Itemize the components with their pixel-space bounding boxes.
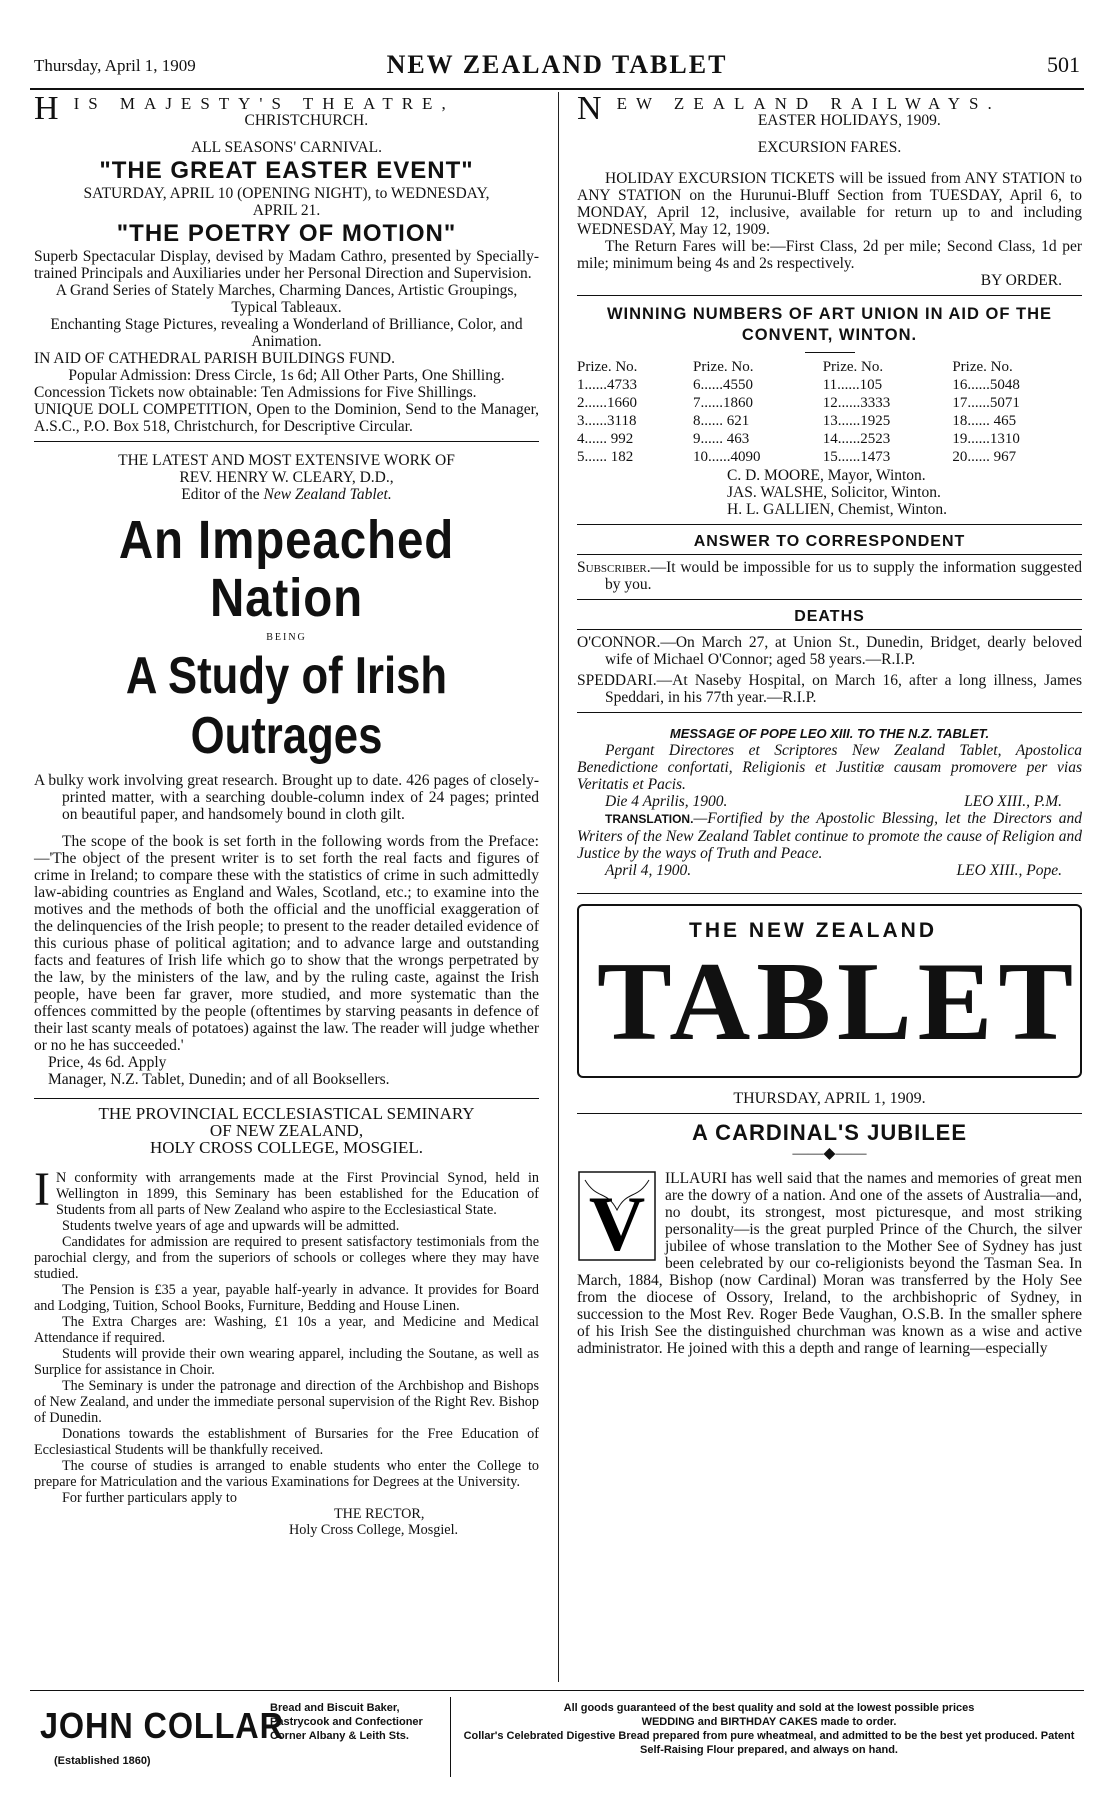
- railways-ad: [577, 90, 1082, 289]
- theatre-event: "THE GREAT EASTER EVENT": [99, 157, 474, 184]
- book-desc: A bulky work involving great research. Brought up to date. 426 pages of closely-printed matter, with a searching double-column index of 24 pages; printed on beautiful paper, and handsomely bound in cloth gilt.: [34, 772, 539, 823]
- footer-name: JOHN COLLAR: [40, 1705, 284, 1746]
- seminary-ad: [34, 1105, 539, 1538]
- pope-trans-date-line: April 4, 1900. LEO XIII., Pope.: [605, 862, 1062, 879]
- tablet-masthead-logo: THE NEW ZEALAND TABLET: [577, 904, 1082, 1078]
- footer-divider: [450, 1697, 451, 1777]
- divider-rule: [577, 524, 1082, 525]
- ornamental-initial-icon: [577, 1170, 657, 1262]
- seminary-p8: Donations towards the establishment of Bursaries for the Free Education of Ecclesiastical Students will be thankfully received.: [34, 1426, 539, 1458]
- book-title: An Impeached Nation: [118, 510, 455, 628]
- prize-row: 4...... 992 9...... 463 14......2523 19......1310: [577, 431, 1020, 447]
- prize-table: [577, 359, 1082, 467]
- book-ad: [34, 452, 539, 1088]
- art-union-sign1: C. D. MOORE, Mayor, Winton.: [727, 467, 926, 484]
- book-being: BEING: [266, 632, 307, 643]
- railways-order: BY ORDER.: [980, 272, 1062, 289]
- divider-rule: [34, 1098, 539, 1099]
- theatre-p6: Concession Tickets now obtainable: Ten Admissions for Five Shillings.: [34, 384, 477, 401]
- seminary-p3: Candidates for admission are required to present satisfactory testimonials from the parochial clergy, and from the superiors of schools or colleges where they may have studied.: [34, 1234, 539, 1282]
- pope-message: [577, 725, 1082, 879]
- left-column: [34, 90, 539, 1538]
- answer-title: ANSWER TO CORRESPONDENT: [693, 533, 966, 550]
- prize-header-row: Prize. No. Prize. No. Prize. No. Prize. No.: [577, 359, 1013, 375]
- seminary-p4: The Pension is £35 a year, payable half-yearly in advance. It provides for Board and Lodging, Tuition, School Books, Furniture, Bedding and House Linen.: [34, 1282, 539, 1314]
- seminary-p6: Students will provide their own wearing apparel, including the Soutane, as well as Surplice for assistance in Choir.: [34, 1346, 539, 1378]
- prize-row: 2......1660 7......1860 12......3333 17......5071: [577, 395, 1020, 411]
- footer-established: (Established 1860): [54, 1755, 151, 1767]
- theatre-p3: Enchanting Stage Pictures, revealing a Wonderland of Brilliance, Color, and Animation.: [50, 316, 523, 350]
- jubilee-title: A CARDINAL'S JUBILEE: [692, 1120, 967, 1145]
- death-entry: O'CONNOR.—On March 27, at Union St., Dunedin, Bridget, dearly beloved wife of Michael O'Connor; aged 58 years.—R.I.P.: [577, 634, 1082, 668]
- divider-rule: [577, 295, 1082, 296]
- masthead-date: THURSDAY, APRIL 1, 1909.: [733, 1090, 926, 1107]
- book-intro3: Editor of the New Zealand Tablet.: [181, 486, 392, 503]
- seminary-sign2: Holy Cross College, Mosgiel.: [289, 1522, 459, 1538]
- seminary-p2: Students twelve years of age and upwards will be admitted.: [62, 1218, 400, 1234]
- railways-sub1: EASTER HOLIDAYS, 1909.: [757, 112, 941, 129]
- footer-right-text: All goods guaranteed of the best quality and sold at the lowest possible prices WEDDING and BIRTHDAY CAKES made to order. Collar's Celebrated Digestive Bread prepared from pure wheatmeal, and admitted to be the best yet produced. Patent Self-Raising Flour prepared, and always on hand.: [463, 1702, 1075, 1756]
- railways-p2: The Return Fares will be:—First Class, 2d per mile; Second Class, 1d per mile; minimum being 4s and 2s respectively.: [577, 238, 1082, 272]
- jubilee-text: V ILLAURI has well said that the names and memories of great men are the dowry of a nation. And one of the assets of Australia—and, no doubt, its strongest, most picturesque, and most striking personality—is the great purpled Prince of the Church, the silver jubilee of whose translation to the Mother See of Sydney has just been celebrated by our co-religionists beyond the Tasman Sea. In March, 1884, Bishop (now Cardinal) Moran was transferred by the Holy See from the diocese of Ossory, Ireland, to the archbishopric of Sydney, in succession to the Most Rev. Roger Bede Vaughan, O.S.B. In the smaller sphere of his Irish See the distinguished churchman was known as a wise and active administrator. He joined with this a depth and range of learning—especially: [577, 1170, 1082, 1357]
- theatre-carnival: ALL SEASONS' CARNIVAL.: [191, 139, 382, 156]
- divider-rule: [34, 441, 539, 442]
- book-intro2: REV. HENRY W. CLEARY, D.D.,: [179, 469, 394, 486]
- book-intro1: THE LATEST AND MOST EXTENSIVE WORK OF: [118, 452, 455, 469]
- seminary-p7: The Seminary is under the patronage and direction of the Archbishop and Bishops of New Zealand, and under the immediate personal supervision of the Right Rev. Bishop of Dunedin.: [34, 1378, 539, 1426]
- divider-rule: [577, 712, 1082, 713]
- railways-heading: NEW ZEALAND RAILWAYS.: [577, 90, 1001, 127]
- header-rule: [30, 88, 1084, 90]
- page-header: [30, 50, 1084, 84]
- prize-row: 5...... 182 10......4090 15......1473 20...... 967: [577, 449, 1017, 465]
- divider-rule: [577, 599, 1082, 600]
- seminary-p9: The course of studies is arranged to enable students who enter the College to prepare for Matriculation and the various Examinations for Degrees at the University.: [34, 1458, 539, 1490]
- theatre-p1: Superb Spectacular Display, devised by Madam Cathro, presented by Specially-trained Principals and Auxiliaries under her Personal Direction and Supervision.: [34, 248, 539, 282]
- page-number: 501: [1047, 52, 1080, 77]
- art-union-sign3: H. L. GALLIEN, Chemist, Winton.: [727, 501, 947, 518]
- right-column: [577, 90, 1082, 1357]
- art-union-title: WINNING NUMBERS OF ART UNION IN AID OF THE CONVENT, WINTON.: [606, 305, 1052, 344]
- seminary-title2: OF NEW ZEALAND,: [209, 1121, 364, 1140]
- railways-p1: HOLIDAY EXCURSION TICKETS will be issued from ANY STATION to ANY STATION on the Hurunui-Bluff Section from TUESDAY, April 6, to MONDAY, April 12, inclusive, available for return up to and including WEDNESDAY, May 12, 1909.: [577, 170, 1082, 238]
- art-union-sign2: JAS. WALSHE, Solicitor, Winton.: [727, 484, 941, 501]
- prize-row: 3......3118 8...... 621 13......1925 18...... 465: [577, 413, 1017, 429]
- seminary-p5: The Extra Charges are: Washing, £1 10s a year, and Medicine and Medical Attendance if required.: [34, 1314, 539, 1346]
- theatre-dates: SATURDAY, APRIL 10 (OPENING NIGHT), to WEDNESDAY, APRIL 21.: [83, 185, 490, 219]
- death-entry: SPEDDARI.—At Naseby Hospital, on March 16, after a long illness, James Speddari, in his 77th year.—R.I.P.: [577, 672, 1082, 706]
- theatre-show: "THE POETRY OF MOTION": [116, 220, 457, 247]
- book-subtitle: A Study of Irish Outrages: [125, 647, 448, 765]
- seminary-title1: THE PROVINCIAL ECCLESIASTICAL SEMINARY: [98, 1104, 475, 1123]
- theatre-p5: Popular Admission: Dress Circle, 1s 6d; All Other Parts, One Shilling.: [68, 367, 505, 384]
- art-union: [577, 304, 1082, 518]
- book-scope: The scope of the book is set forth in the following words from the Preface:—'The object of the present writer is to set forth the real facts and figures of crime in Ireland; to compare these with the statistics of crime in such admittedly law-abiding countries as England and Wales, Scotland, etc.; to examine into the motives and the methods of both the official and the unofficial exaggeration of the delinquencies of the Irish people; to present to the reader detailed evidence of this curious phase of political agitation; and to advance large and outstanding facts and features of Irish life which go to show that the wrongs perpetrated by the law, by the ministers of the law, and by the ruling caste, against the Irish people, have been far graver, more studied, and more systematic than the offences committed by the people (oftentimes by starving peasants in defence of their last scanty meals of potatoes) against the law. The reader will judge whether or no he has succeeded.': [34, 833, 539, 1054]
- seminary-p10: For further particulars apply to: [62, 1490, 237, 1506]
- railways-sub2: EXCURSION FARES.: [757, 139, 902, 156]
- divider-rule: [577, 1113, 1082, 1114]
- seminary-p1: I N conformity with arrangements made at the First Provincial Synod, held in Wellington in 1899, this Seminary has been established for the Education of Students from all parts of New Zealand who aspire to the Ecclesiastical State.: [34, 1163, 539, 1218]
- deaths-title: DEATHS: [794, 608, 865, 625]
- divider-rule: [577, 893, 1082, 894]
- answer-section: [577, 533, 1082, 593]
- theatre-p7: UNIQUE DOLL COMPETITION, Open to the Dominion, Send to the Manager, A.S.C., P.O. Box 518, Christchurch, for Descriptive Circular.: [34, 401, 539, 435]
- header-date: Thursday, April 1, 1909: [34, 56, 196, 75]
- deaths-section: [577, 608, 1082, 706]
- footer-ad: [30, 1690, 1084, 1781]
- svg-text:V: V: [588, 1180, 646, 1262]
- theatre-p4: IN AID OF CATHEDRAL PARISH BUILDINGS FUND.: [34, 350, 395, 367]
- theatre-p2: A Grand Series of Stately Marches, Charming Dances, Artistic Groupings, Typical Tableaux.: [55, 282, 518, 316]
- pope-translation: TRANSLATION.—Fortified by the Apostolic Blessing, let the Directors and Writers of the New Zealand Tablet continue to promote the cause of Religion and Justice by the ways of Truth and Peace.: [577, 810, 1082, 862]
- pope-title: MESSAGE OF POPE LEO XIII. TO THE N.Z. TABLET.: [669, 726, 990, 741]
- ornament-icon: ——◆——: [792, 1145, 867, 1162]
- book-price: Price, 4s 6d. Apply: [48, 1054, 167, 1071]
- seminary-title3: HOLY CROSS COLLEGE, MOSGIEL.: [150, 1138, 423, 1157]
- short-rule: [805, 352, 855, 353]
- theatre-heading: HIS MAJESTY'S THEATRE,: [34, 90, 455, 127]
- pope-latin: Pergant Directores et Scriptores New Zealand Tablet, Apostolica Benedictione confortati, Religionis et Justitiæ causam promovere per vias Veritatis et Pacis.: [577, 742, 1082, 793]
- pope-latin-date-line: Die 4 Aprilis, 1900. LEO XIII., P.M.: [605, 793, 1062, 810]
- prize-row: 1......4733 6......4550 11......105 16......5048: [577, 377, 1020, 393]
- theatre-city: CHRISTCHURCH.: [244, 112, 369, 129]
- theatre-ad: [34, 90, 539, 435]
- answer-text: Subscriber.—It would be impossible for us to supply the information suggested by you.: [577, 559, 1082, 593]
- seminary-sign1: THE RECTOR,: [334, 1506, 425, 1522]
- jubilee-article: [577, 1120, 1082, 1357]
- header-masthead: NEW ZEALAND TABLET: [386, 50, 728, 79]
- column-divider: [558, 92, 559, 1682]
- footer-trade: Bread and Biscuit Baker, Pastrycook and Confectioner Corner Albany & Leith Sts.: [270, 1702, 423, 1742]
- book-apply: Manager, N.Z. Tablet, Dunedin; and of all Booksellers.: [48, 1071, 390, 1088]
